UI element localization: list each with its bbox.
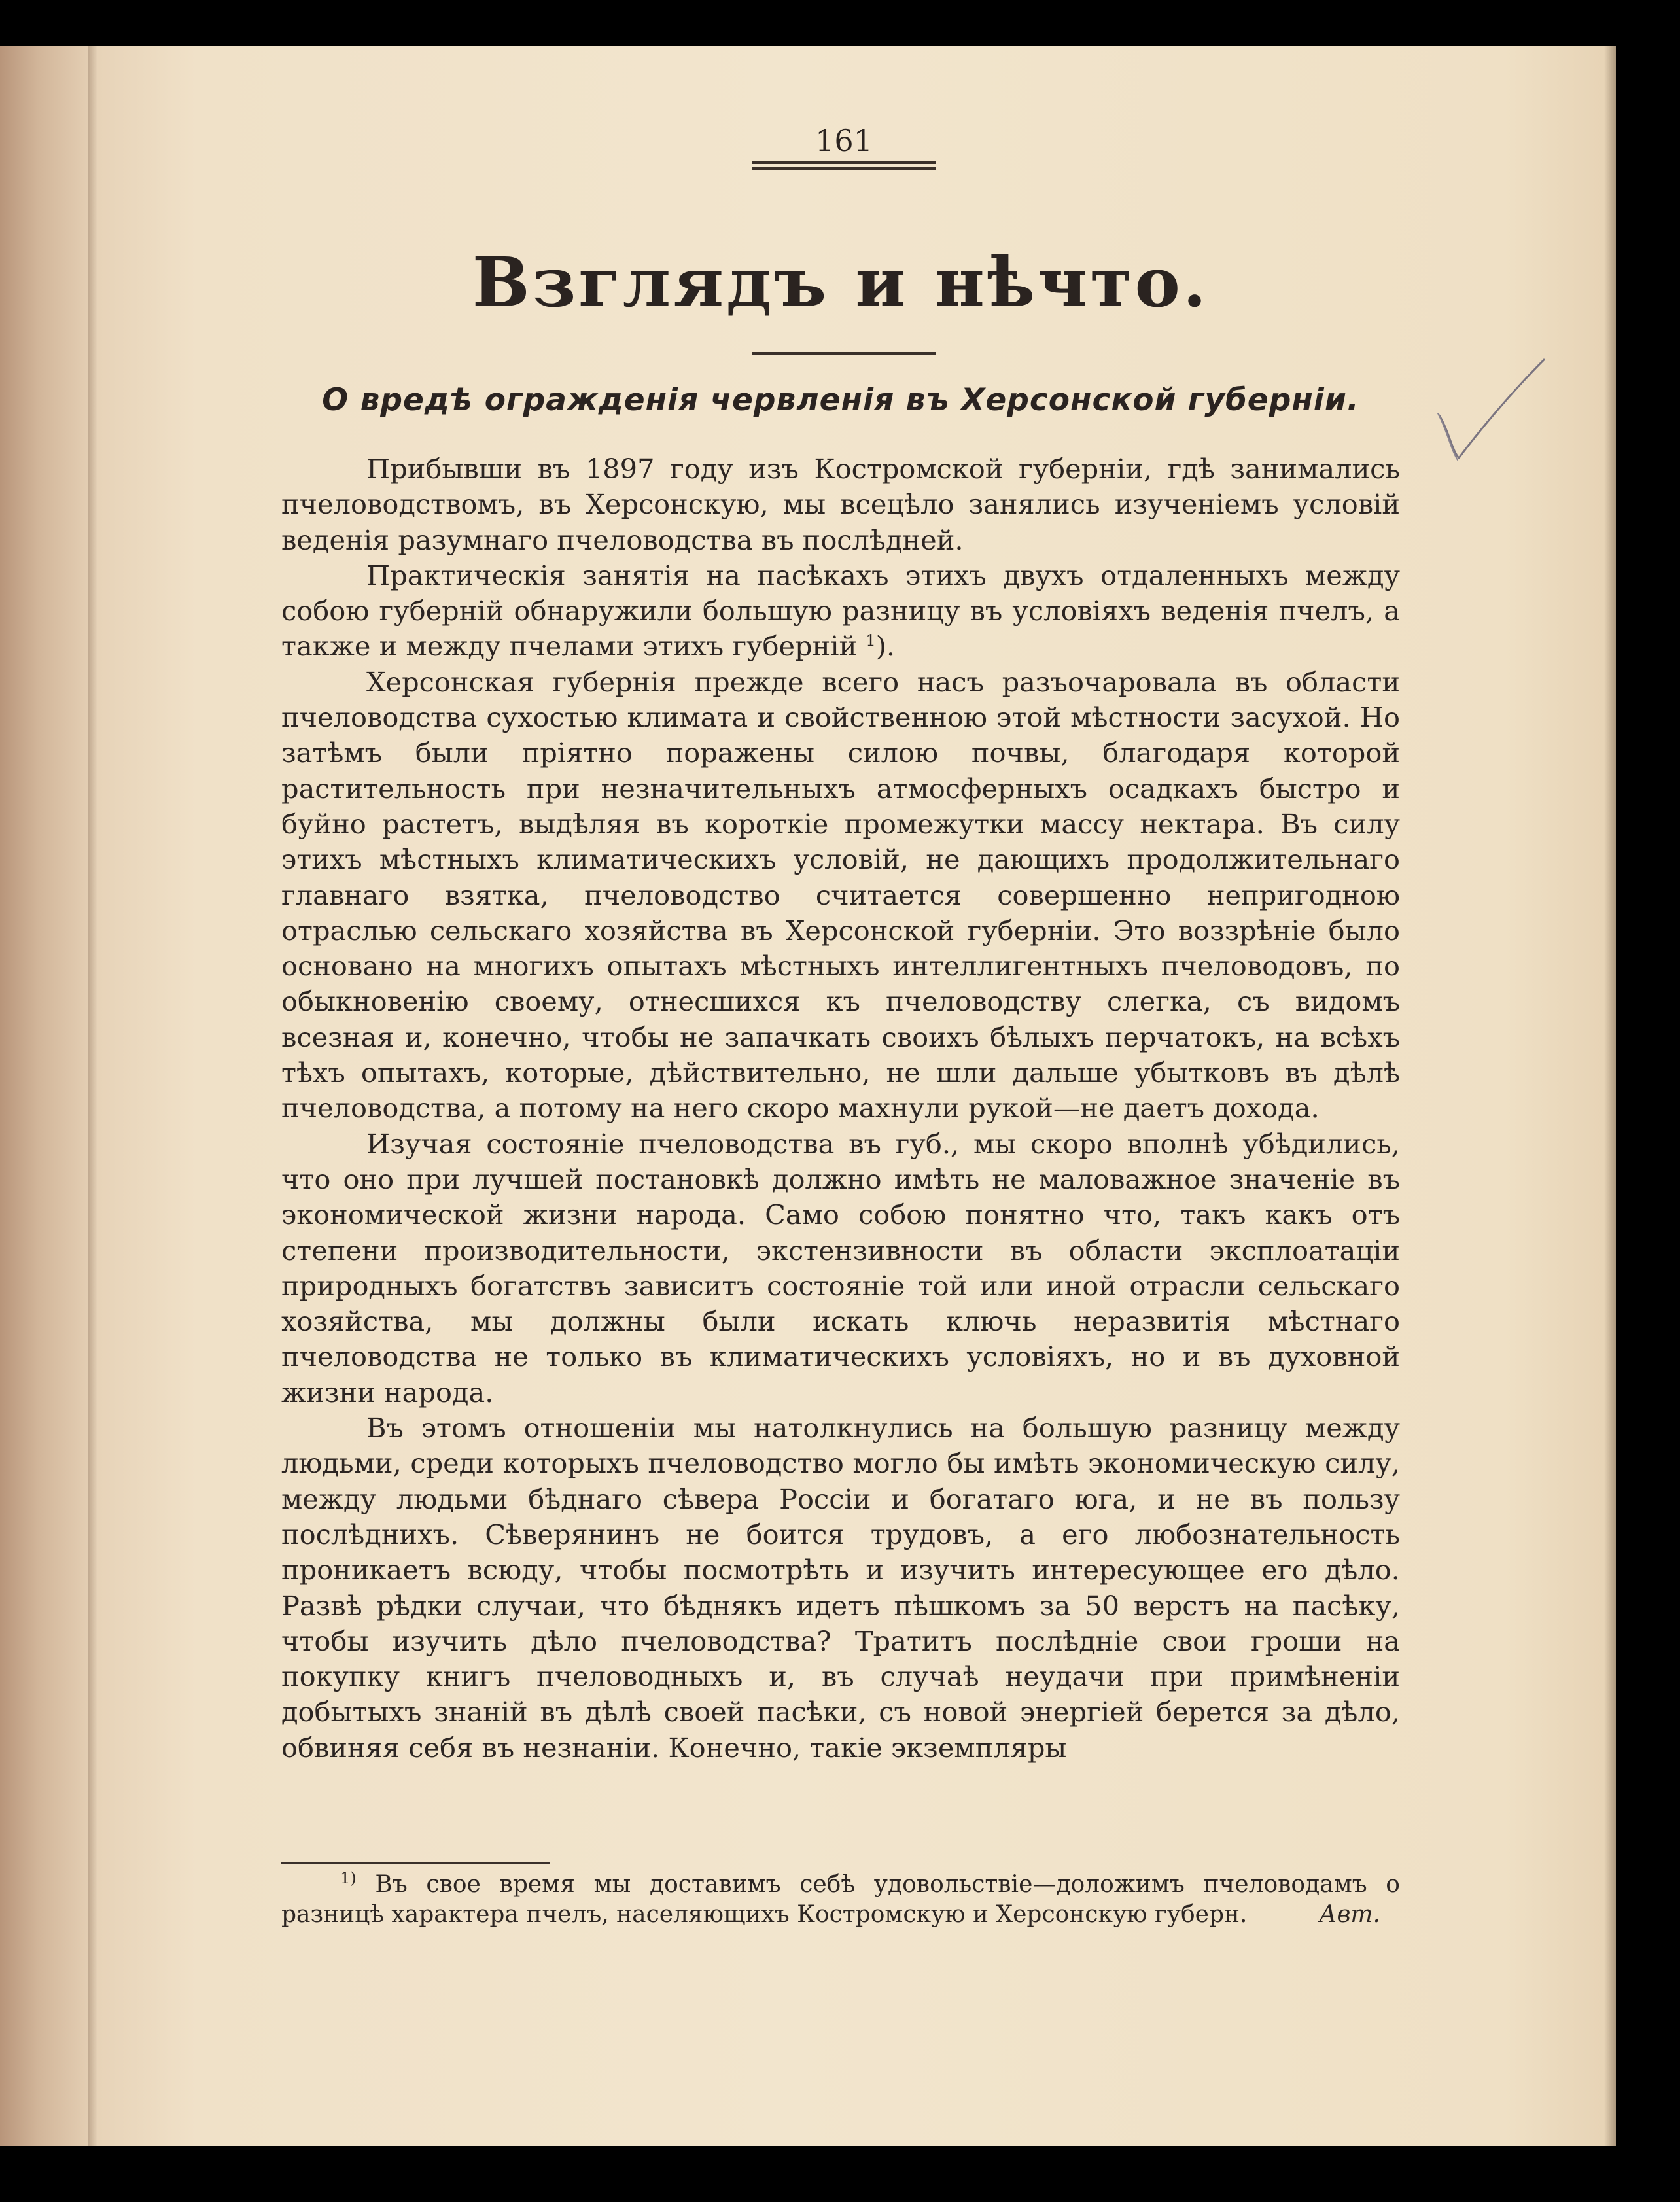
footnote-text: Въ свое время мы доставимъ себѣ удовольствіе—доложимъ пчеловодамъ о разницѣ характера пчелъ, населяющихъ Костромскую и Херсонскую губерн. (281, 1871, 1400, 1928)
page-edge-shadow (1604, 46, 1616, 2146)
footnote (281, 1870, 1400, 1930)
page-number-rule-bottom (752, 167, 936, 170)
article-subtitle: О вредѣ огражденія червленія въ Херсонской губерніи. (322, 382, 1359, 418)
page-number-rule-top (752, 161, 936, 164)
footnote-marker: 1) (340, 1869, 357, 1887)
footnote-author: Авт. (1319, 1901, 1380, 1928)
footnote-reference: 1 (866, 631, 876, 650)
footnote-divider (281, 1862, 550, 1864)
paragraph-4: Изучая состояніе пчеловодства въ губ., мы скоро вполнѣ убѣдились, что оно при лучшей постановкѣ должно имѣть не маловажное значеніе въ экономической жизни народа. Само собою понятно что, такъ какъ отъ степени производительности, экстензивности въ области эксплоатаціи природныхъ богатствъ зависитъ состояніе той или иной отрасли сельскаго хозяйства, мы должны были искать ключь неразвитія мѣстнаго пчеловодства не только въ климатическихъ условіяхъ, но и въ духовной жизни народа. (281, 1127, 1400, 1408)
paragraph-3: Херсонская губернія прежде всего насъ разъочаровала въ области пчеловодства сухостью климата и свойственною этой мѣстности засухой. Но затѣмъ были пріятно поражены силою почвы, благодаря которой растительность при незначительныхъ атмосферныхъ осадкахъ быстро и буйно растетъ, выдѣляя въ короткіе промежутки массу нектара. Въ силу этихъ мѣстныхъ климатическихъ условій, не дающихъ продолжительнаго главнаго взятка, пчеловодство считается совершенно непригодною отраслью сельскаго хозяйства въ Херсонской губерніи. Это воззрѣніе было основано на многихъ опытахъ мѣстныхъ интеллигентныхъ пчеловодовъ, по обыкновенію своему, отнесшихся къ пчеловодству слегка, съ видомъ всезная и, конечно, чтобы не запачкать своихъ бѣлыхъ перчатокъ, на всѣхъ тѣхъ опытахъ, которые, дѣйствительно, не шли дальше убытковъ въ дѣлѣ пчеловодства, а потому на него скоро махнули рукой—не даетъ дохода. (281, 665, 1400, 1125)
paragraph-5: Въ этомъ отношеніи мы натолкнулись на большую разницу между людьми, среди которыхъ пчеловодство могло бы имѣть экономическую силу, между людьми бѣднаго сѣвера Россіи и богатаго юга, и не въ пользу послѣднихъ. Сѣверянинъ не боится трудовъ, а его любознательность проникаетъ всюду, чтобы посмотрѣть и изучить интересующее его дѣло. Развѣ рѣдки случаи, что бѣднякъ идетъ пѣшкомъ за 50 верстъ на пасѣку, чтобы изучить дѣло пчеловодства? Тратитъ послѣдніе свои гроши на покупку книгъ пчеловодныхъ и, въ случаѣ неудачи при примѣненіи добытыхъ знаній въ дѣлѣ своей пасѣки, съ новой энергіей берется за дѣло, обвиняя себя въ незнаніи. Конечно, такіе экземпляры (281, 1412, 1400, 1764)
article-body (281, 451, 1400, 1766)
book-page (0, 46, 1616, 2146)
footnote-reference-close: ). (875, 630, 896, 663)
article-title: Взглядъ и нѣчто. (472, 242, 1210, 323)
paragraph-1: Прибывши въ 1897 году изъ Костромской губерніи, гдѣ занимались пчеловодствомъ, въ Херсонскую, мы всецѣло занялись изученіемъ условій веденія разумнаго пчеловодства въ послѣдней. (281, 453, 1400, 556)
page-gutter-shadow (88, 46, 97, 2146)
title-divider (752, 352, 936, 355)
paragraph-2 (281, 558, 1400, 665)
page-number: 161 (815, 123, 873, 158)
paragraph-2-text: Практическія занятія на пасѣкахъ этихъ двухъ отдаленныхъ между собою губерній обнаружили большую разницу въ условіяхъ веденія пчелъ, а также и между пчелами этихъ губерній (281, 559, 1400, 663)
pencil-check-mark-icon (1433, 353, 1550, 484)
